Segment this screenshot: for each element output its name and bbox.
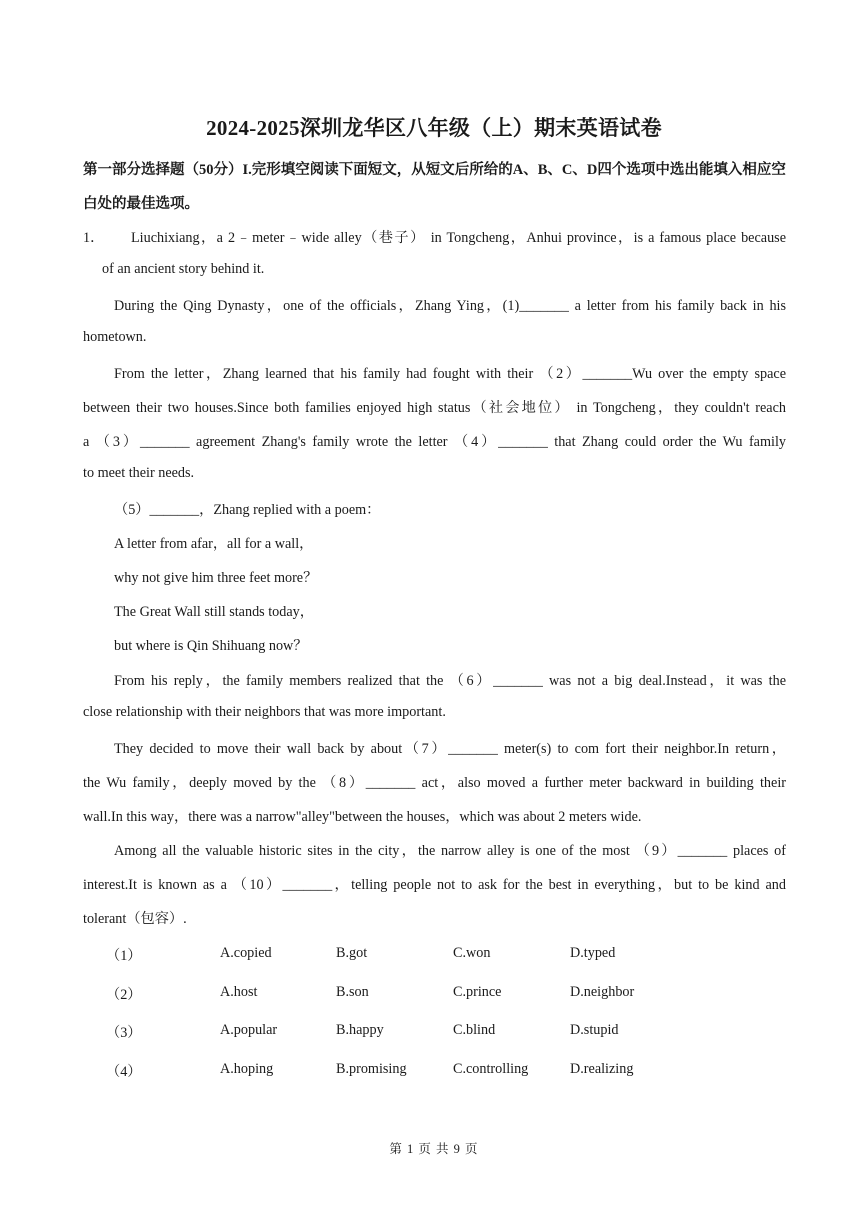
section-heading: 第一部分选择题（50分）I.完形填空阅读下面短文，从短文后所给的A、B、C、D四个选项中选出能填入相应空白处的最佳选项。: [83, 162, 786, 212]
option-row: [0, 945, 868, 969]
option-a[interactable]: A.popular: [220, 1022, 278, 1038]
option-b[interactable]: B.promising: [336, 1061, 407, 1077]
poem-line: why not give him three feet more？: [114, 570, 318, 586]
passage-line: to meet their needs.: [83, 465, 195, 481]
passage-line: From his reply，the family members realized that the （6）_______ was not a big deal.Instead，it was the: [114, 673, 786, 689]
option-a[interactable]: A.copied: [220, 945, 272, 961]
passage-line: hometown.: [83, 329, 147, 345]
option-b[interactable]: B.son: [336, 984, 369, 1000]
option-c[interactable]: C.won: [453, 945, 491, 961]
option-a[interactable]: A.hoping: [220, 1061, 274, 1077]
poem-line: but where is Qin Shihuang now？: [114, 638, 308, 654]
poem-line: The Great Wall still stands today，: [114, 604, 314, 620]
option-d[interactable]: D.neighbor: [570, 984, 635, 1000]
passage-line: They decided to move their wall back by about（7）_______ meter(s) to com fort their neighbor.In return，: [114, 741, 786, 757]
question-number: 1．: [83, 230, 105, 246]
passage-line: During the Qing Dynasty，one of the officials，Zhang Ying，(1)_______ a letter from his family back in his: [114, 298, 786, 314]
poem-line: A letter from afar，all for a wall，: [114, 536, 314, 552]
passage-line: of an ancient story behind it.: [102, 261, 265, 277]
option-row: [0, 1061, 868, 1085]
passage-line: between their two houses.Since both families enjoyed high status（社会地位） in Tongcheng，they couldn't reach: [83, 400, 786, 416]
passage-line: the Wu family，deeply moved by the （8）_______ act，also moved a further meter backward in building their: [83, 775, 786, 791]
option-number: （3）: [106, 1025, 142, 1041]
option-d[interactable]: D.realizing: [570, 1061, 634, 1077]
option-d[interactable]: D.stupid: [570, 1022, 619, 1038]
passage-line: wall.In this way，there was a narrow"alley"between the houses，which was about 2 meters wide.: [83, 809, 642, 825]
option-number: （1）: [106, 948, 142, 964]
option-a[interactable]: A.host: [220, 984, 258, 1000]
passage-line: close relationship with their neighbors that was more important.: [83, 704, 446, 720]
option-c[interactable]: C.blind: [453, 1022, 496, 1038]
option-number: （2）: [106, 987, 142, 1003]
passage-line: （5）_______，Zhang replied with a poem：: [114, 502, 381, 518]
option-c[interactable]: C.prince: [453, 984, 502, 1000]
option-c[interactable]: C.controlling: [453, 1061, 529, 1077]
passage-line: Liuchixiang，a 2﹣meter﹣wide alley（巷子） in Tongcheng，Anhui province，is a famous place because: [131, 230, 786, 246]
passage-line: From the letter，Zhang learned that his family had fought with their （2）_______Wu over the empty space: [114, 366, 786, 382]
option-d[interactable]: D.typed: [570, 945, 616, 961]
option-row: [0, 1022, 868, 1046]
passage-line: Among all the valuable historic sites in the city，the narrow alley is one of the most （9）_______ places of: [114, 843, 786, 859]
option-b[interactable]: B.got: [336, 945, 368, 961]
page-title: 2024-2025深圳龙华区八年级（上）期末英语试卷: [206, 116, 662, 140]
option-number: （4）: [106, 1064, 142, 1080]
passage-line: interest.It is known as a （10）_______，telling people not to ask for the best in everything，but to be kind and: [83, 877, 786, 893]
passage-line: a （3）_______ agreement Zhang's family wrote the letter （4）_______ that Zhang could order the Wu family: [83, 434, 786, 450]
option-b[interactable]: B.happy: [336, 1022, 384, 1038]
passage-line: tolerant（包容）.: [83, 911, 187, 927]
page-footer: 第 1 页 共 9 页: [389, 1142, 479, 1156]
option-row: [0, 984, 868, 1008]
